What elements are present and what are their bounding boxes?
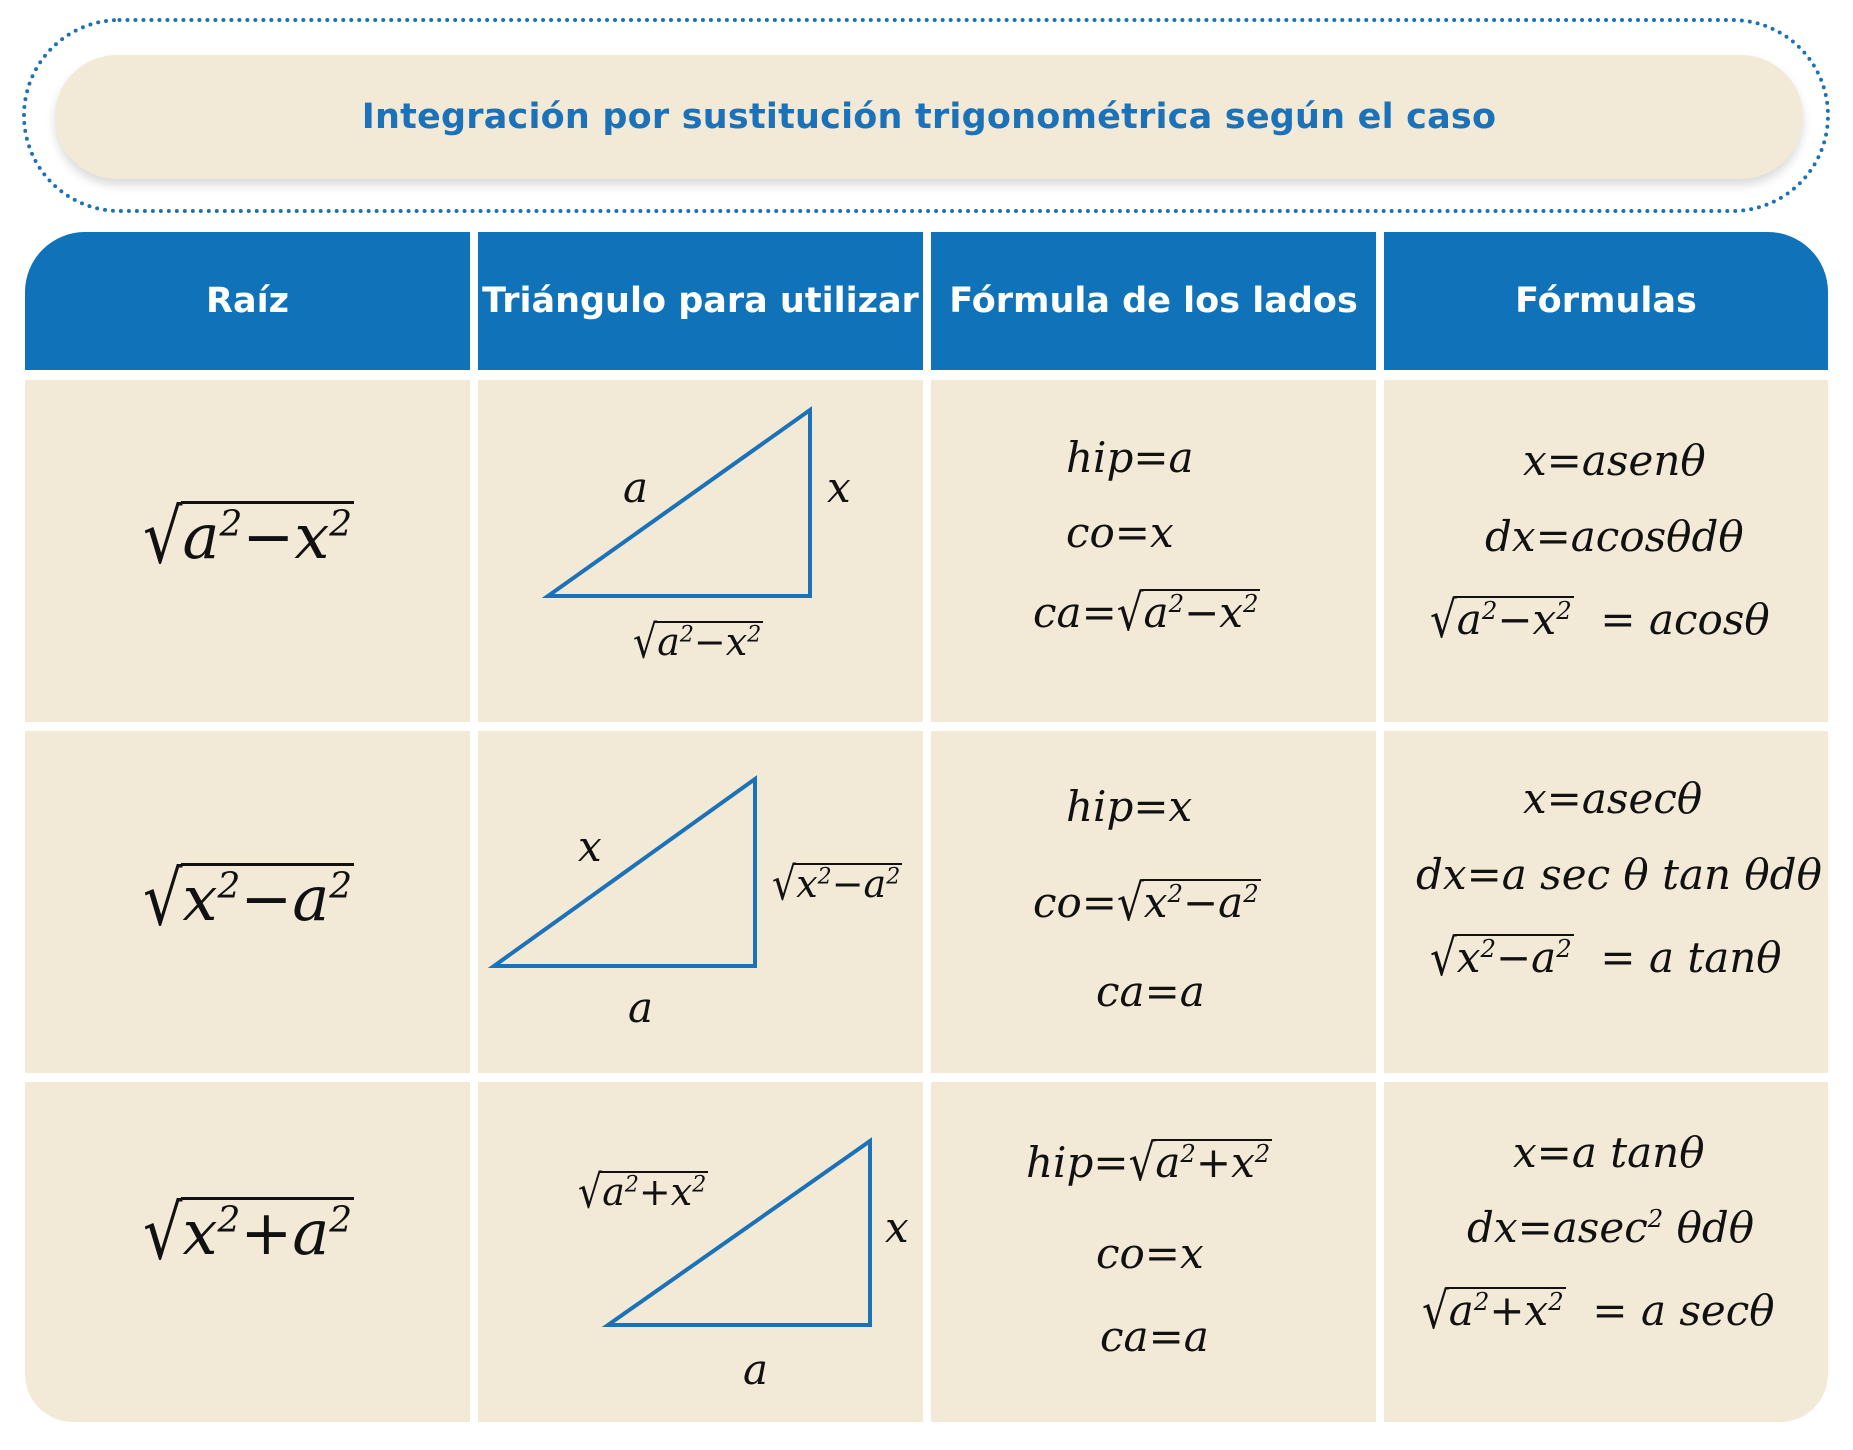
sides-3-co: co=x [1096,1229,1204,1278]
page-title: Integración por sustitución trigonométrica según el caso [361,97,1497,137]
formulas-2-dx: dx=a sec θ tan θdθ [1416,850,1822,899]
formulas-3-x: x=a tanθ [1513,1128,1705,1177]
root-expression-2: $√x^2-a^2$ [143,854,353,943]
header-sides-label: Fórmula de los lados [949,281,1358,321]
triangle-shape-2 [494,779,755,966]
triangle-diagram-3 [478,1082,923,1422]
triangle-1-adj-label: $√a^2-x^2$ [633,615,762,669]
title-banner [55,55,1803,179]
root-expression-1: $√a^2-x^2$ [143,492,353,581]
formulas-1-x: x=asenθ [1523,436,1706,485]
triangle-3-adj-label: a [743,1345,769,1394]
formulas-3-dx: dx=asec$^2$ θdθ [1467,1203,1755,1252]
root-expression-3: $√x^2+a^2$ [143,1188,353,1277]
header-sides [931,232,1376,370]
header-triangle [478,232,923,370]
triangle-2-opp-label: $√x^2-a^2$ [772,857,901,911]
sides-1-co: co=x [1066,508,1174,557]
formulas-2-root: $√x^2-a^2 = a$ tanθ [1430,928,1782,987]
sides-1-ca: $ca=√a^2-x^2$ [1033,583,1259,642]
triangle-1-opp-label: x [827,463,851,512]
sides-2-hip: hip=x [1066,782,1193,831]
header-formulas-label: Fórmulas [1515,281,1697,321]
sides-3-hip: $hip=√a^2+x^2$ [1026,1133,1271,1192]
header-formulas [1384,232,1828,370]
formulas-3-root: $√a^2+x^2 = a$ secθ [1422,1281,1775,1340]
sides-2-co: $co=√x^2-a^2$ [1033,873,1259,932]
header-triangle-label: Triángulo para utilizar [482,281,919,321]
header-root-label: Raíz [206,281,289,321]
triangle-3-opp-label: x [885,1203,909,1252]
triangle-3-hyp-label: $√a^2+x^2$ [578,1165,707,1219]
sides-2-ca: ca=a [1096,967,1205,1016]
formulas-2-x: x=asecθ [1523,774,1703,823]
triangle-shape-1 [548,410,810,596]
formulas-1-root: $√a^2-x^2 = acos\theta$ [1430,590,1770,649]
triangle-1-hyp-label: a [623,463,649,512]
formulas-1-dx: dx=acosθdθ [1485,512,1744,561]
triangle-diagram-1 [478,380,923,722]
triangle-2-adj-label: a [628,983,654,1032]
header-root [25,232,470,370]
triangle-shape-3 [608,1141,870,1325]
triangle-2-hyp-label: x [578,822,602,871]
sides-3-ca: ca=a [1100,1312,1209,1361]
sides-1-hip: hip=a [1066,433,1194,482]
